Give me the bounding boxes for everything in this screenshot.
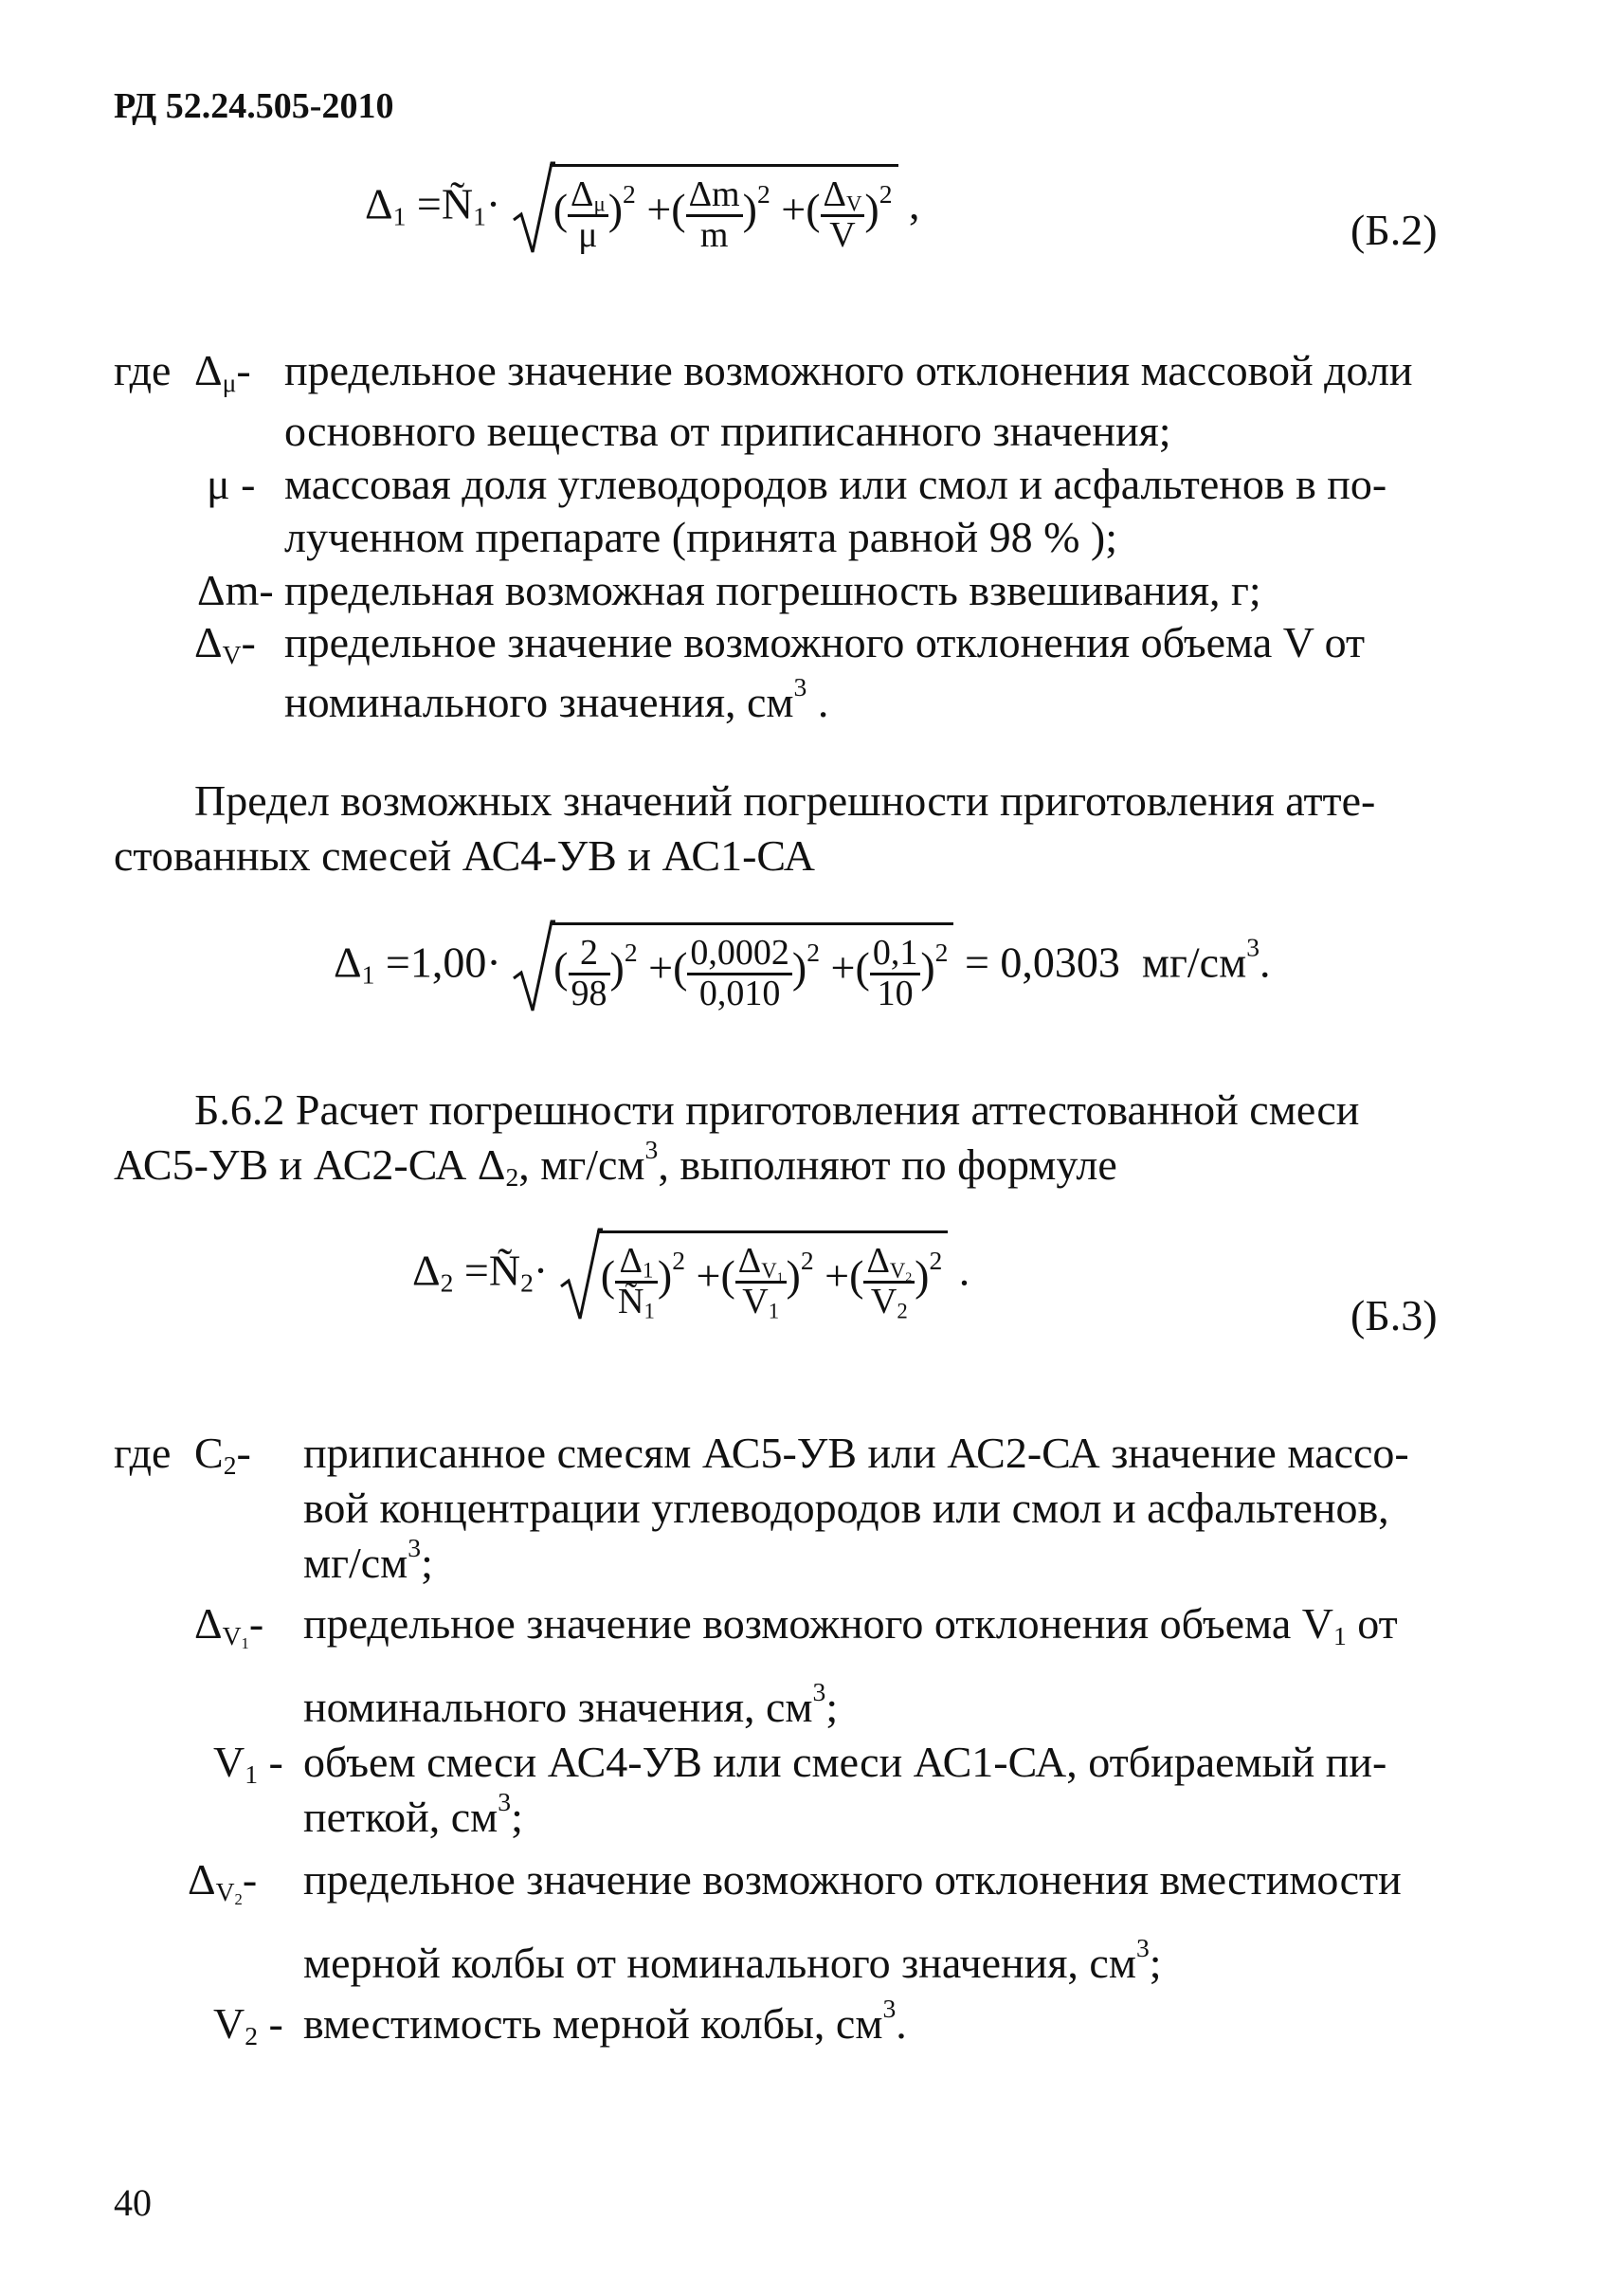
fraction: $\frac{\Delta_{V_1}}{V_1}$ — [735, 1243, 787, 1321]
symbol-delta-v: $\Delta_V-$ — [194, 618, 256, 669]
definition-line: предельная возможная погрешность взвешивания, г; — [284, 566, 1261, 614]
equation-b2: $\Delta_1$ $=Ñ_1\cdot$ ( $\frac{\Delta_\mu}{\mu}$ )$^2$ +( $\frac{\Delta m}{m}$ )$^2$ +( $\frac{\Delta_V}{V}$ )$^2$ , — [365, 161, 920, 256]
fraction: $\frac{\Delta_V}{V}$ — [821, 176, 865, 255]
fraction: $\frac{0,0002}{0,010}$ — [687, 935, 792, 1013]
definition-line: лученном препарате (принята равной 98 % ); — [284, 513, 1117, 561]
definition-line: объем смеси АС4-УВ или смеси АС1-СА, отбираемый пи- — [303, 1738, 1387, 1786]
definition-line: предельное значение возможного отклонения массовой доли — [284, 346, 1413, 394]
definition-line: мерной колбы от номинального значения, $см^3$; — [303, 1932, 1162, 1987]
definition-line: номинального значения, $см^3$; — [303, 1676, 839, 1731]
where-word: где — [114, 346, 172, 394]
definition-line: приписанное смесям АС5-УВ или АС2-СА значение массо- — [303, 1429, 1409, 1477]
section-heading-b62: Б.6.2 Расчет погрешности приготовления аттестованной смеси — [194, 1085, 1360, 1134]
equation-label-b2: (Б.2) — [1350, 206, 1438, 254]
definition-line: петкой, $см^3$; — [303, 1786, 523, 1841]
symbol-delta-m: Δm- — [197, 566, 274, 614]
fraction: $\frac{\Delta_1}{Ñ_1}$ — [615, 1243, 658, 1321]
fraction: $\frac{2}{98}$ — [569, 935, 610, 1013]
fraction: $\frac{\Delta_{V_2}}{V_2}$ — [863, 1243, 915, 1321]
fraction: $\frac{0,1}{10}$ — [870, 935, 921, 1013]
square-root: ( $\frac{\Delta_1}{Ñ_1}$ )$^2$ +( $\frac{\Delta_{V_1}}{V_1}$ )$^2$ +( $\frac{\Delta_{V_2}}{V_2}$ )$^2$ — [559, 1228, 949, 1322]
definition-line: предельное значение возможного отклонения объема $V_1$ от — [303, 1599, 1398, 1650]
fraction: $\frac{\Delta_\mu}{\mu}$ — [568, 176, 608, 255]
equation-calculation: $\Delta_1 =1,00\cdot$ ( $\frac{2}{98}$ )$^2$ +( $\frac{0,0002}{0,010}$ )$^2$ +( $\frac{0,1}{10}$ )$^2$ = 0,0303 $мг/см^3$. — [334, 920, 1270, 1014]
symbol-v1: $V_1$ - — [213, 1738, 283, 1789]
paragraph-line: АС5-УВ и АС2-СА $\Delta_2$, $мг/см^3$, выполняют по формуле — [114, 1134, 1117, 1192]
definition-line: массовая доля углеводородов или смол и асфальтенов в по- — [284, 460, 1387, 508]
symbol-delta-mu: $\Delta_\mu-$ — [194, 346, 251, 397]
definition-line: основного вещества от приписанного значения; — [284, 407, 1171, 455]
equation-label-b3: (Б.3) — [1350, 1291, 1438, 1339]
definition-line: $мг/см^3$; — [303, 1532, 433, 1587]
equation-b3: $\Delta_2$ $=Ñ_2\cdot$ ( $\frac{\Delta_1}{Ñ_1}$ )$^2$ +( $\frac{\Delta_{V_1}}{V_1}$ )$^2$ +( $\frac{\Delta_{V_2}}{V_2}$ )$^2$ . — [412, 1228, 970, 1322]
symbol-mu: μ - — [207, 460, 256, 508]
symbol-delta-v2: $\Delta_{V_2}-$ — [188, 1855, 258, 1909]
symbol-delta-v1: $\Delta_{V_1}-$ — [194, 1599, 264, 1653]
square-root: ( $\frac{2}{98}$ )$^2$ +( $\frac{0,0002}{0,010}$ )$^2$ +( $\frac{0,1}{10}$ )$^2$ — [512, 920, 953, 1014]
where-word: где — [114, 1429, 172, 1477]
page-number: 40 — [114, 2181, 152, 2224]
symbol-v2: $V_2$ - — [213, 1999, 283, 2050]
definition-line: предельное значение возможного отклонения вместимости — [303, 1855, 1402, 1904]
definition-line: предельное значение возможного отклонения объема V от — [284, 618, 1366, 666]
symbol-c2: $C_2-$ — [194, 1429, 251, 1480]
paragraph-line: стованных смесей АС4-УВ и АС1-СА — [114, 831, 816, 880]
document-code: РД 52.24.505-2010 — [114, 86, 394, 126]
definition-line: номинального значения, $см^3$ . — [284, 671, 829, 726]
fraction: $\frac{\Delta m}{m}$ — [686, 176, 743, 255]
definition-line: вместимость мерной колбы, $см^3$. — [303, 1993, 907, 2048]
square-root: ( $\frac{\Delta_\mu}{\mu}$ )$^2$ +( $\frac{\Delta m}{m}$ )$^2$ +( $\frac{\Delta_V}{V}$ )$^2$ — [512, 161, 898, 256]
definition-line: вой концентрации углеводородов или смол и асфальтенов, — [303, 1484, 1389, 1532]
paragraph-line: Предел возможных значений погрешности приготовления атте- — [194, 776, 1376, 825]
